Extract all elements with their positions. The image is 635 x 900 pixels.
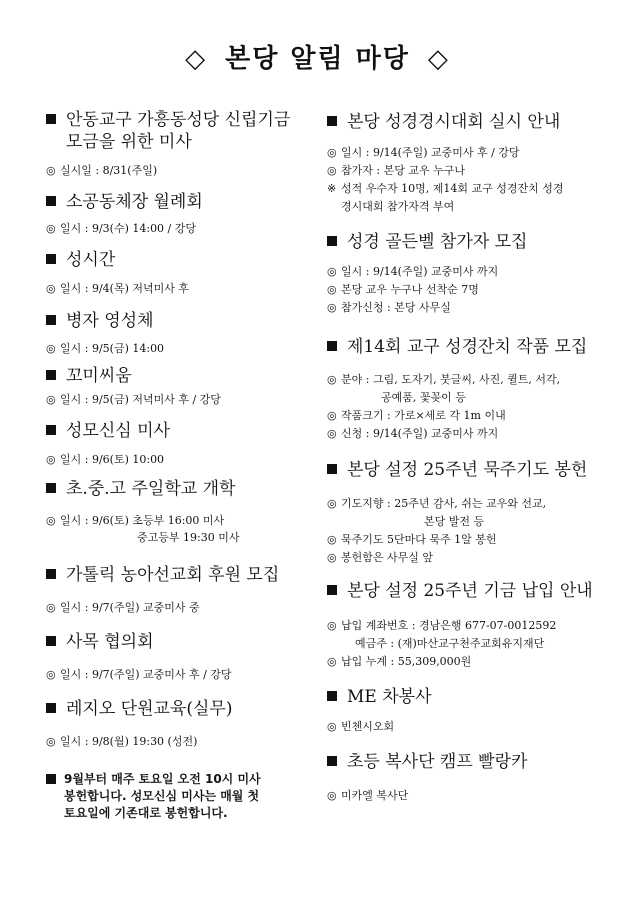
notice-detail: ◎ 기도지향 : 25주년 감사, 쉬는 교우와 선교, (327, 497, 547, 510)
square-bullet-icon (46, 703, 56, 713)
notice-detail: ◎ 일시 : 9/6(토) 10:00 (46, 453, 165, 466)
notice-detail: ◎ 작품크기 : 가로×세로 각 1m 이내 (327, 409, 506, 422)
square-bullet-icon (46, 370, 56, 380)
page-title-text: 본당 알림 마당 (225, 44, 410, 74)
notice-detail: ※ 성적 우수자 10명, 제14회 교구 성경잔치 성경 (327, 182, 564, 195)
notice-detail: ◎ 실시일 : 8/31(주일) (46, 164, 158, 177)
square-bullet-icon (327, 341, 337, 351)
notice-detail: ◎ 일시 : 9/5(금) 저녁미사 후 / 강당 (46, 393, 221, 406)
notice-detail: ◎ 봉헌함은 사무실 앞 (327, 551, 434, 564)
notice-heading: 사목 협의회 (46, 631, 154, 653)
square-bullet-icon (46, 196, 56, 206)
notice-heading: 안동교구 가흥동성당 신립기금 모금을 위한 미사 (46, 109, 316, 153)
square-bullet-icon (327, 691, 337, 701)
notice-heading: 소공동체장 월례회 (46, 191, 203, 213)
notice-heading: 본당 설정 25주년 기금 납입 안내 (327, 580, 593, 602)
notice-detail: 중고등부 19:30 미사 (137, 531, 240, 544)
notice-detail: 예금주 : (재)마산교구천주교회유지재단 (355, 637, 545, 650)
notice-detail: 공예품, 꽃꽂이 등 (381, 391, 466, 404)
notice-detail: ◎ 참가자 : 본당 교우 누구나 (327, 164, 465, 177)
notice-heading: 레지오 단원교육(실무) (46, 698, 232, 720)
notice-detail: ◎ 일시 : 9/3(수) 14:00 / 강당 (46, 222, 197, 235)
notice-heading: 제14회 교구 성경잔치 작품 모집 (327, 336, 587, 358)
square-bullet-icon (327, 585, 337, 595)
notice-detail: ◎ 일시 : 9/4(목) 저녁미사 후 (46, 282, 189, 295)
notice-detail: ◎ 일시 : 9/7(주일) 교중미사 중 (46, 601, 200, 614)
square-bullet-icon (327, 236, 337, 246)
notice-heading: 초등 복사단 캠프 빨랑카 (327, 751, 527, 773)
notice-heading: 성모신심 미사 (46, 420, 170, 442)
notice-heading: 꼬미씨움 (46, 365, 132, 387)
notice-detail: ◎ 빈첸시오회 (327, 720, 395, 733)
notice-detail: ◎ 참가신청 : 본당 사무실 (327, 301, 451, 314)
square-bullet-icon (327, 116, 337, 126)
square-bullet-icon (46, 254, 56, 264)
square-bullet-icon (46, 483, 56, 493)
notice-detail: ◎ 일시 : 9/7(주일) 교중미사 후 / 강당 (46, 668, 232, 681)
notice-detail: ◎ 납입 계좌번호 : 경남은행 677-07-0012592 (327, 619, 557, 632)
notice-detail: ◎ 분야 : 그림, 도자기, 붓글씨, 사진, 퀼트, 서각, (327, 373, 561, 386)
notice-heading: ME 차봉사 (327, 686, 432, 708)
notice-heading: 본당 설정 25주년 묵주기도 봉헌 (327, 459, 587, 481)
square-bullet-icon (46, 425, 56, 435)
diamond-icon: ◇ (185, 44, 208, 74)
notice-detail: ◎ 일시 : 9/14(주일) 교중미사 후 / 강당 (327, 146, 520, 159)
square-bullet-icon (46, 114, 56, 124)
notice-detail: ◎ 납입 누계 : 55,309,000원 (327, 655, 472, 668)
notice-detail: ◎ 신청 : 9/14(주일) 교중미사 까지 (327, 427, 499, 440)
notice-detail: 본당 발전 등 (424, 515, 485, 528)
diamond-icon: ◇ (427, 44, 450, 74)
monthly-mass-note: 9월부터 매주 토요일 오전 10시 미사 봉헌합니다. 성모신심 미사는 매월 첫 토요일에 기존대로 봉헌합니다. (46, 771, 306, 822)
notice-detail: ◎ 묵주기도 5단마다 묵주 1알 봉헌 (327, 533, 497, 546)
square-bullet-icon (46, 774, 56, 784)
notice-detail: ◎ 본당 교우 누구나 선착순 7명 (327, 283, 479, 296)
notice-detail: ◎ 일시 : 9/8(월) 19:30 (성전) (46, 735, 198, 748)
notice-heading: 본당 성경경시대회 실시 안내 (327, 111, 560, 133)
notice-heading: 성경 골든벨 참가자 모집 (327, 231, 527, 253)
notice-detail: ◎ 일시 : 9/6(토) 초등부 16:00 미사 (46, 514, 225, 527)
notice-heading: 성시간 (46, 249, 115, 271)
square-bullet-icon (327, 756, 337, 766)
square-bullet-icon (327, 464, 337, 474)
notice-detail: ◎ 미카엘 복사단 (327, 789, 409, 802)
notice-detail: ◎ 일시 : 9/14(주일) 교중미사 까지 (327, 265, 499, 278)
square-bullet-icon (46, 315, 56, 325)
square-bullet-icon (46, 569, 56, 579)
notice-heading: 병자 영성체 (46, 310, 154, 332)
notice-heading: 가톨릭 농아선교회 후원 모집 (46, 564, 279, 586)
square-bullet-icon (46, 636, 56, 646)
notice-detail: ◎ 일시 : 9/5(금) 14:00 (46, 342, 165, 355)
page-title (0, 38, 635, 75)
notice-detail: 경시대회 참가자격 부여 (341, 200, 455, 213)
notice-heading: 초.중.고 주일학교 개학 (46, 478, 235, 500)
